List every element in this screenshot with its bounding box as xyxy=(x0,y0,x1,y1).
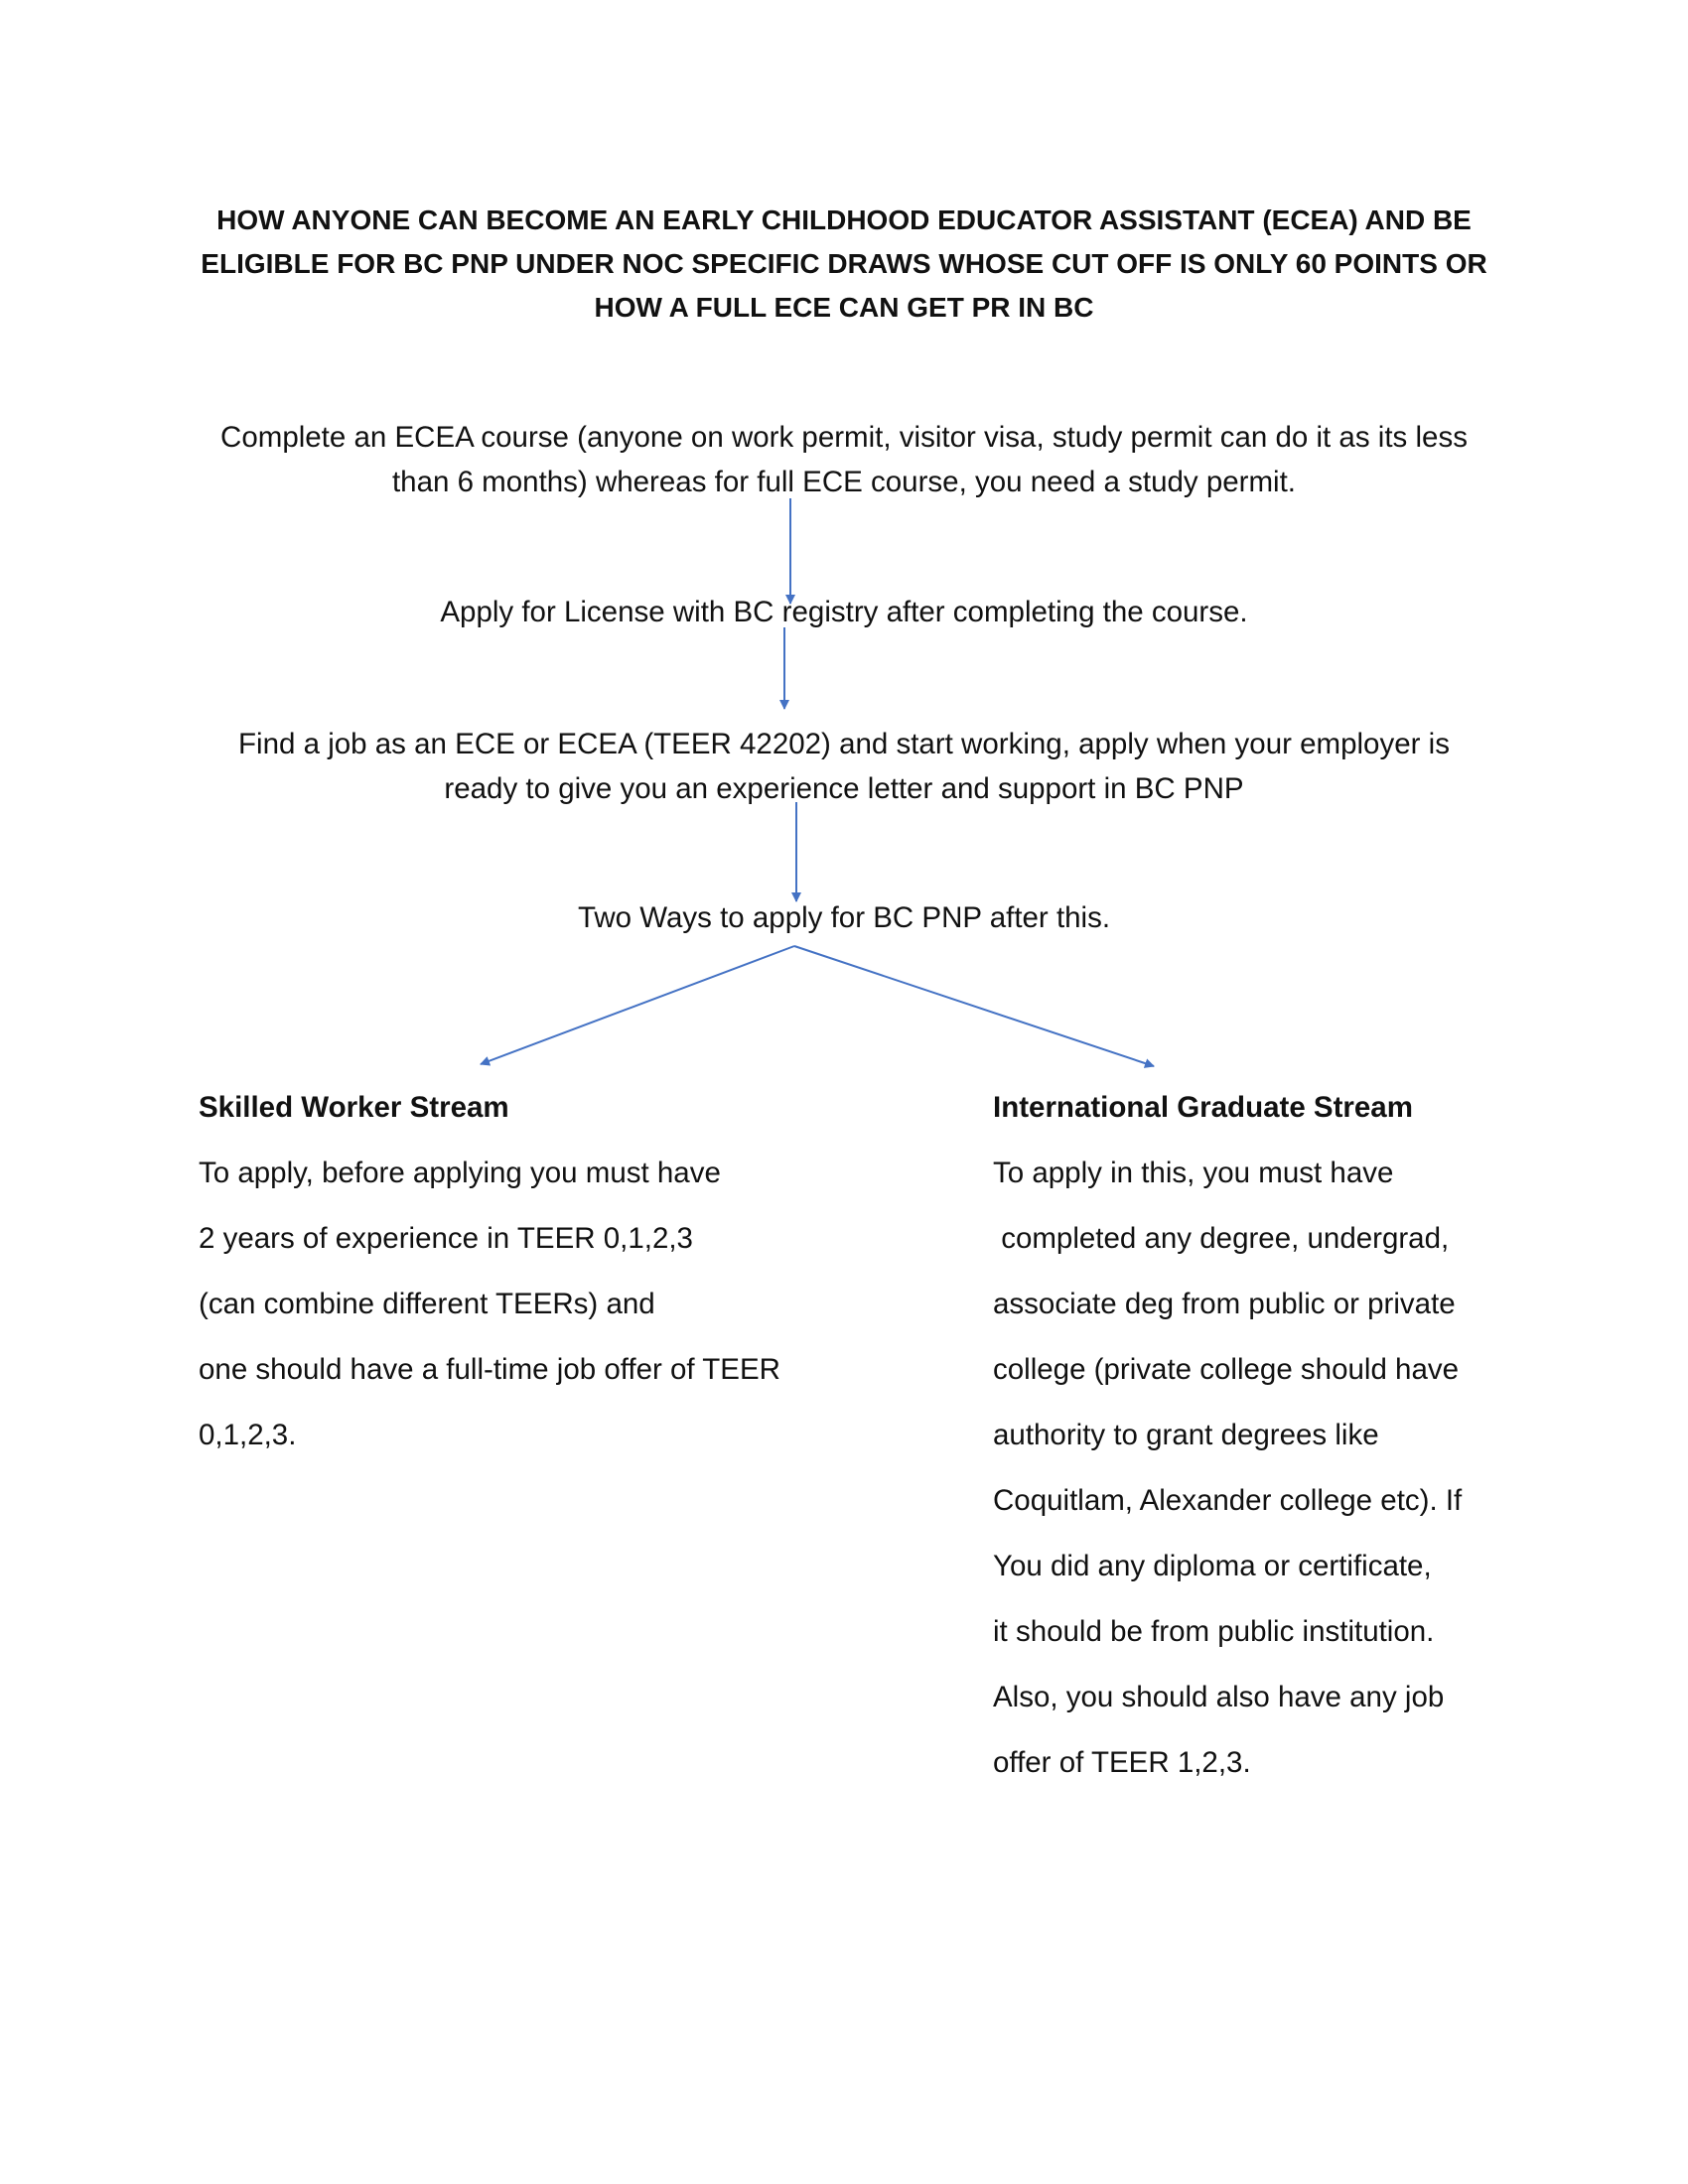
international-graduate-line: authority to grant degrees like xyxy=(993,1419,1379,1451)
international-graduate-line: completed any degree, undergrad, xyxy=(993,1222,1450,1255)
skilled-worker-heading: Skilled Worker Stream xyxy=(199,1091,509,1124)
international-graduate-line: college (private college should have xyxy=(993,1353,1460,1386)
international-graduate-stream xyxy=(993,1075,1462,1796)
title-line: HOW A FULL ECE CAN GET PR IN BC xyxy=(594,292,1094,323)
international-graduate-line: it should be from public institution. xyxy=(993,1615,1435,1648)
step-apply-license xyxy=(149,590,1539,634)
arrow-to-international-graduate xyxy=(794,946,1154,1066)
step-line: Complete an ECEA course (anyone on work permit, visitor visa, study permit can do it as its less xyxy=(220,421,1468,454)
international-graduate-line: offer of TEER 1,2,3. xyxy=(993,1746,1251,1779)
international-graduate-line: To apply in this, you must have xyxy=(993,1157,1394,1189)
international-graduate-line: Coquitlam, Alexander college etc). If xyxy=(993,1484,1463,1517)
international-graduate-line: Also, you should also have any job xyxy=(993,1681,1445,1713)
international-graduate-line: associate deg from public or private xyxy=(993,1288,1456,1320)
skilled-worker-line: 0,1,2,3. xyxy=(199,1419,297,1451)
skilled-worker-line: 2 years of experience in TEER 0,1,2,3 xyxy=(199,1222,693,1255)
step-line: Two Ways to apply for BC PNP after this. xyxy=(577,901,1111,934)
skilled-worker-line: To apply, before applying you must have xyxy=(199,1157,721,1189)
arrow-to-skilled-worker xyxy=(481,946,794,1064)
step-find-job xyxy=(149,722,1539,811)
title-line: ELIGIBLE FOR BC PNP UNDER NOC SPECIFIC DRAWS WHOSE CUT OFF IS ONLY 60 POINTS OR xyxy=(201,248,1487,279)
step-line: ready to give you an experience letter and support in BC PNP xyxy=(444,772,1244,805)
international-graduate-line: You did any diploma or certificate, xyxy=(993,1550,1432,1582)
title-line: HOW ANYONE CAN BECOME AN EARLY CHILDHOOD EDUCATOR ASSISTANT (ECEA) AND BE xyxy=(216,205,1472,235)
step-line: than 6 months) whereas for full ECE course, you need a study permit. xyxy=(391,466,1297,498)
step-two-ways xyxy=(149,895,1539,940)
skilled-worker-line: (can combine different TEERs) and xyxy=(199,1288,655,1320)
step-line: Find a job as an ECE or ECEA (TEER 42202) and start working, apply when your employer is xyxy=(238,728,1450,760)
page-title xyxy=(149,199,1539,330)
step-line: Apply for License with BC registry after completing the course. xyxy=(440,596,1248,628)
skilled-worker-line: one should have a full-time job offer of TEER xyxy=(199,1353,780,1386)
step-complete-course xyxy=(149,415,1539,504)
international-graduate-heading: International Graduate Stream xyxy=(993,1091,1413,1124)
skilled-worker-stream xyxy=(199,1075,780,1468)
